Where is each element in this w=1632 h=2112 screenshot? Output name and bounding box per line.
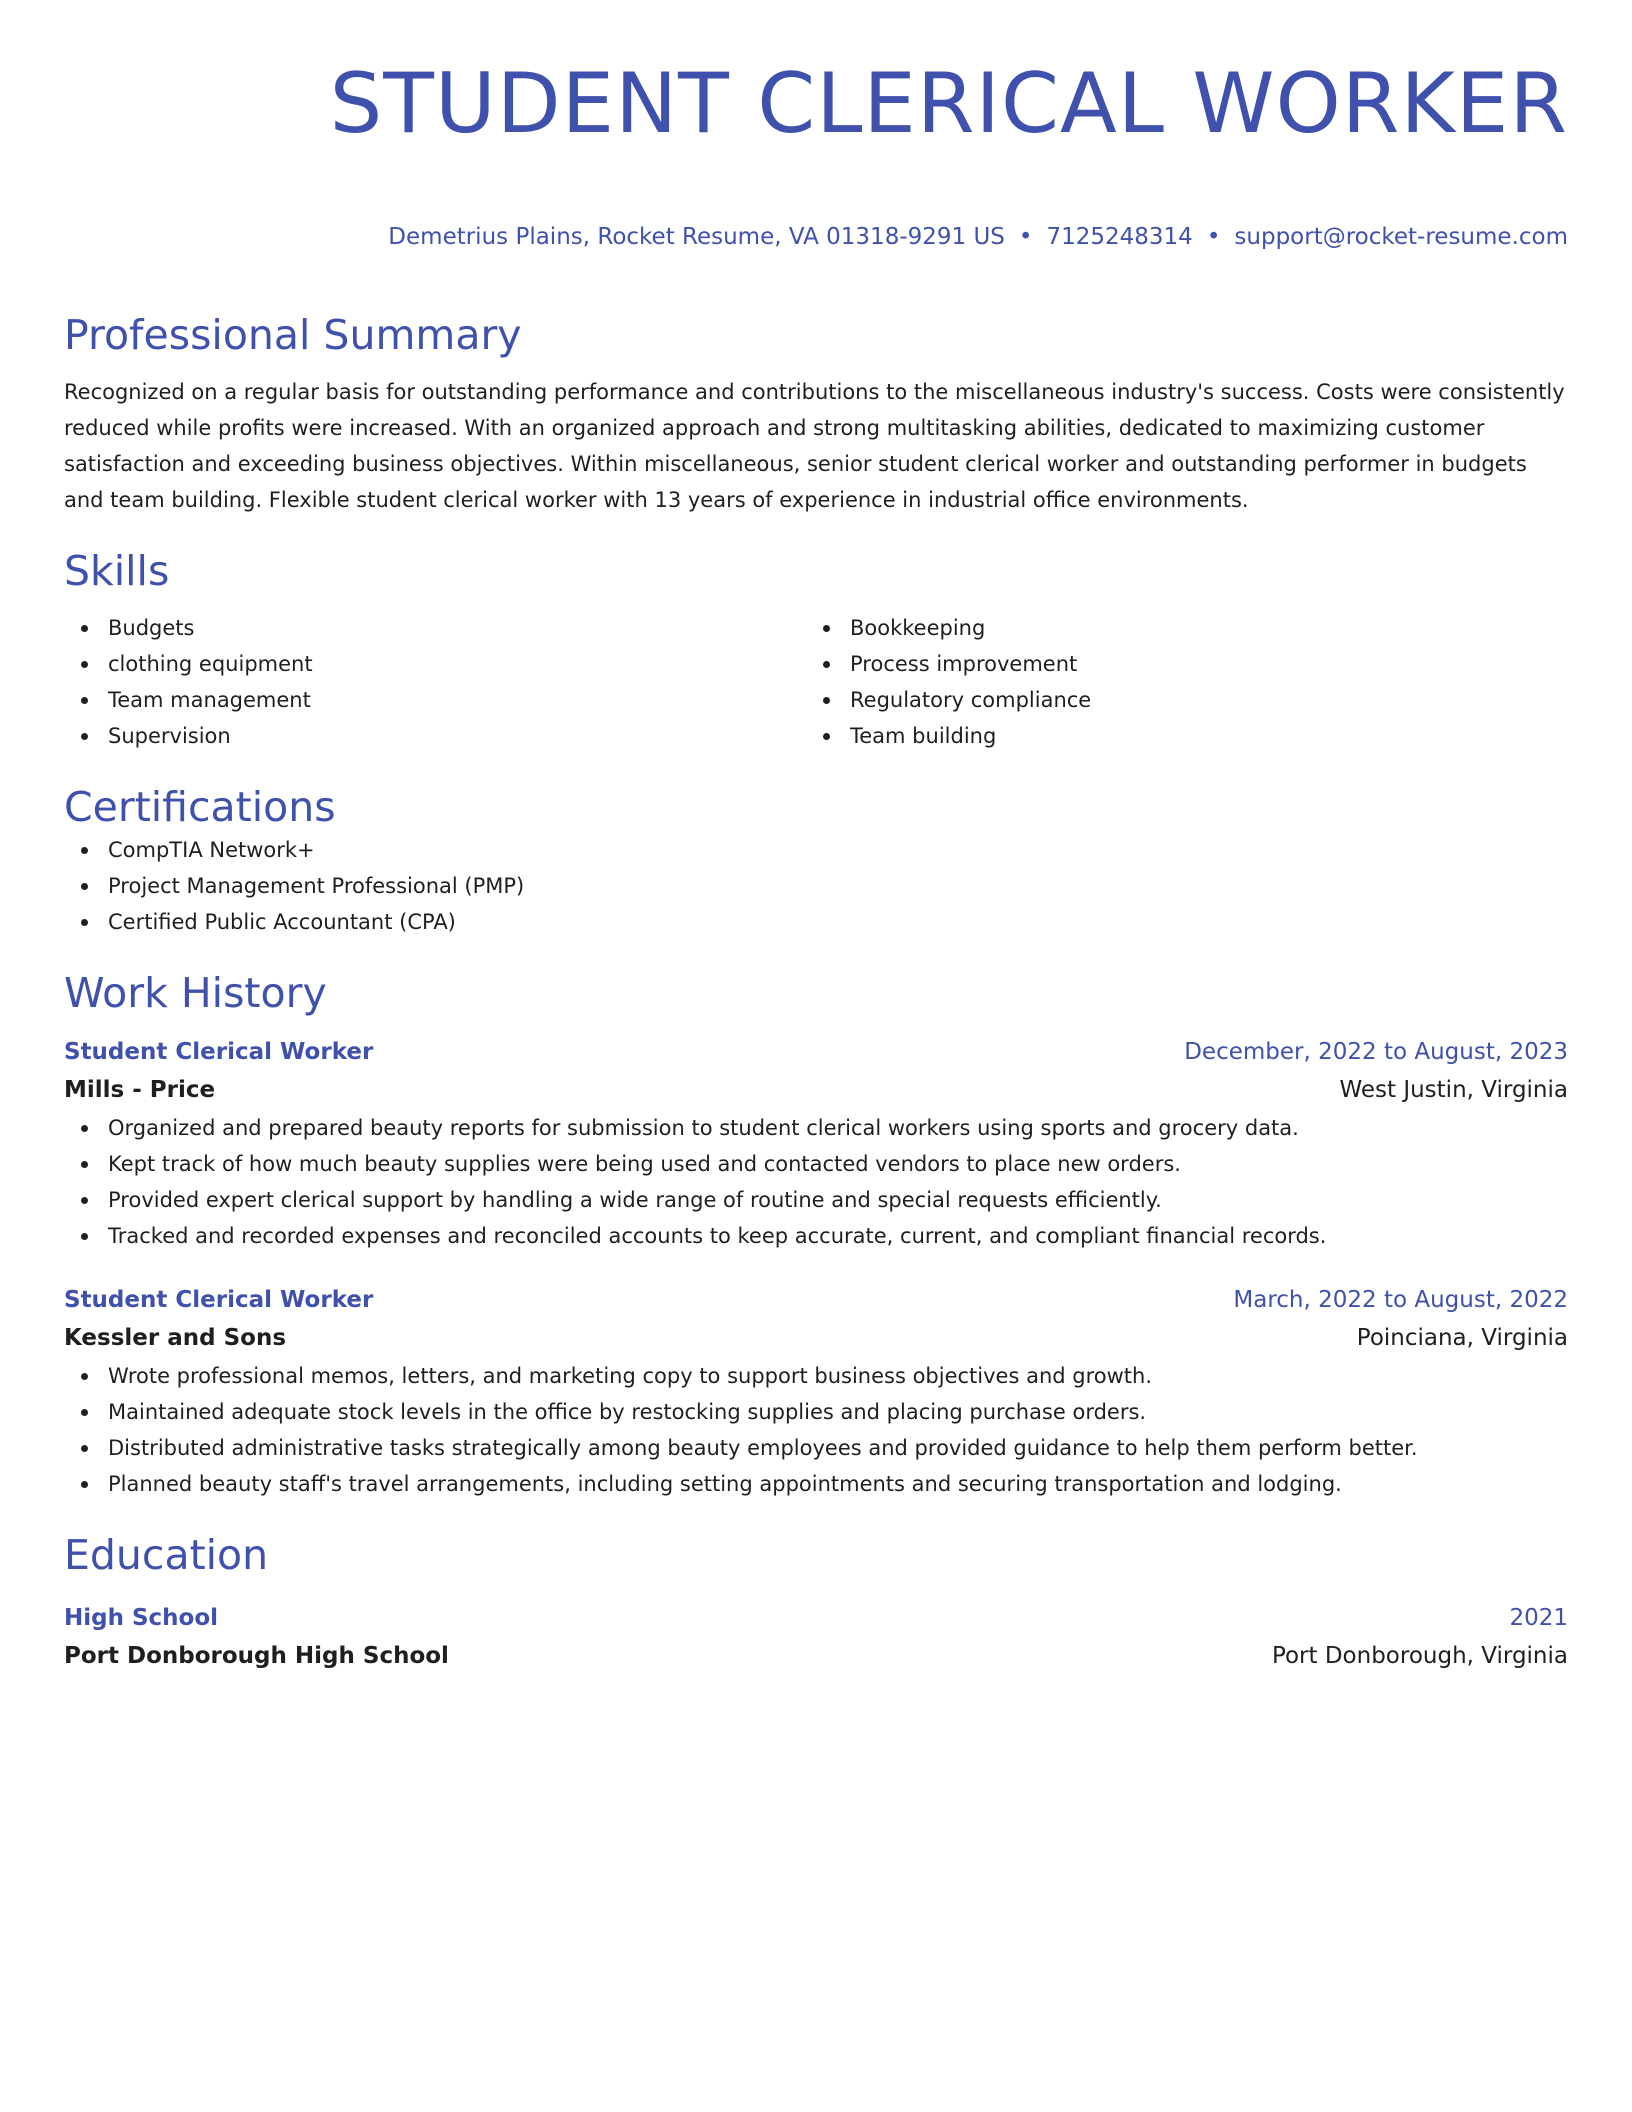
contact-separator: • [1206, 224, 1221, 250]
skill-item: Team management [64, 682, 806, 718]
job-location: West Justin, Virginia [1339, 1077, 1568, 1103]
job-dates: December, 2022 to August, 2023 [1184, 1039, 1568, 1065]
job-header-row [64, 1282, 1568, 1318]
contact-line [64, 222, 1568, 252]
skills-grid [64, 610, 1568, 754]
education-header-row [64, 1600, 1568, 1636]
skill-item: clothing equipment [64, 646, 806, 682]
job-company-row [64, 1070, 1568, 1110]
skill-item: Team building [806, 718, 1548, 754]
job-bullet: Provided expert clerical support by handling a wide range of routine and special requests efficiently. [64, 1182, 1568, 1218]
certification-item: CompTIA Network+ [64, 832, 1568, 868]
job-header-row [64, 1034, 1568, 1070]
certification-item: Certified Public Accountant (CPA) [64, 904, 1568, 940]
job-company: Kessler and Sons [64, 1325, 287, 1351]
skills-list-right [806, 610, 1548, 754]
summary-text: Recognized on a regular basis for outstanding performance and contributions to the miscellaneous industry's success. Costs were consistently reduced while profits were increased. With an organized approach and strong multitasking abilities, dedicated to maximizing customer satisfaction and exceeding business objectives. Within miscellaneous, senior student clerical worker and outstanding performer in budgets and team building. Flexible student clerical worker with 13 years of experience in industrial office environments. [64, 380, 1565, 512]
contact-phone[interactable]: 7125248314 [1046, 224, 1193, 250]
job-bullet: Maintained adequate stock levels in the office by restocking supplies and placing purchase orders. [64, 1394, 1568, 1430]
education-heading: Education [64, 1531, 269, 1579]
skill-item: Budgets [64, 610, 806, 646]
summary-heading: Professional Summary [64, 311, 522, 359]
job-title: Student Clerical Worker [64, 1287, 374, 1313]
job-dates: March, 2022 to August, 2022 [1233, 1287, 1568, 1313]
job-location: Poinciana, Virginia [1356, 1325, 1568, 1351]
job-title: Student Clerical Worker [64, 1039, 374, 1065]
education-entry [64, 1600, 1568, 1676]
work-history-heading: Work History [64, 969, 327, 1017]
skill-item: Supervision [64, 718, 806, 754]
education-location: Port Donborough, Virginia [1271, 1643, 1568, 1669]
job-bullet: Kept track of how much beauty supplies were being used and contacted vendors to place new orders. [64, 1146, 1568, 1182]
certifications-list [64, 832, 1568, 940]
job-bullet: Wrote professional memos, letters, and marketing copy to support business objectives and growth. [64, 1358, 1568, 1394]
skills-column-right [806, 610, 1548, 754]
skills-list-left [64, 610, 806, 754]
certification-item: Project Management Professional (PMP) [64, 868, 1568, 904]
job-bullet: Distributed administrative tasks strategically among beauty employees and provided guidance to help them perform better. [64, 1430, 1568, 1466]
skill-item: Process improvement [806, 646, 1548, 682]
job-bullet-list [64, 1358, 1568, 1502]
contact-separator: • [1018, 224, 1033, 250]
education-school-row [64, 1636, 1568, 1676]
job-bullet: Planned beauty staff's travel arrangements, including setting appointments and securing transportation and lodging. [64, 1466, 1568, 1502]
education-degree: High School [64, 1605, 219, 1631]
job-company-row [64, 1318, 1568, 1358]
job-bullet-list [64, 1110, 1568, 1254]
certifications-heading: Certifications [64, 783, 336, 831]
contact-address: Demetrius Plains, Rocket Resume, VA 01318-9291 US [388, 224, 1005, 250]
skill-item: Bookkeeping [806, 610, 1548, 646]
contact-email[interactable]: support@rocket-resume.com [1234, 224, 1568, 250]
skills-heading: Skills [64, 547, 170, 595]
education-year: 2021 [1509, 1605, 1568, 1631]
education-school: Port Donborough High School [64, 1643, 449, 1669]
resume-name: STUDENT CLERICAL WORKER [329, 55, 1568, 152]
job-bullet: Organized and prepared beauty reports for submission to student clerical workers using sports and grocery data. [64, 1110, 1568, 1146]
job-entry [64, 1282, 1568, 1502]
skill-item: Regulatory compliance [806, 682, 1548, 718]
job-entry [64, 1034, 1568, 1254]
job-company: Mills - Price [64, 1077, 216, 1103]
skills-column-left [64, 610, 806, 754]
job-bullet: Tracked and recorded expenses and reconciled accounts to keep accurate, current, and compliant financial records. [64, 1218, 1568, 1254]
